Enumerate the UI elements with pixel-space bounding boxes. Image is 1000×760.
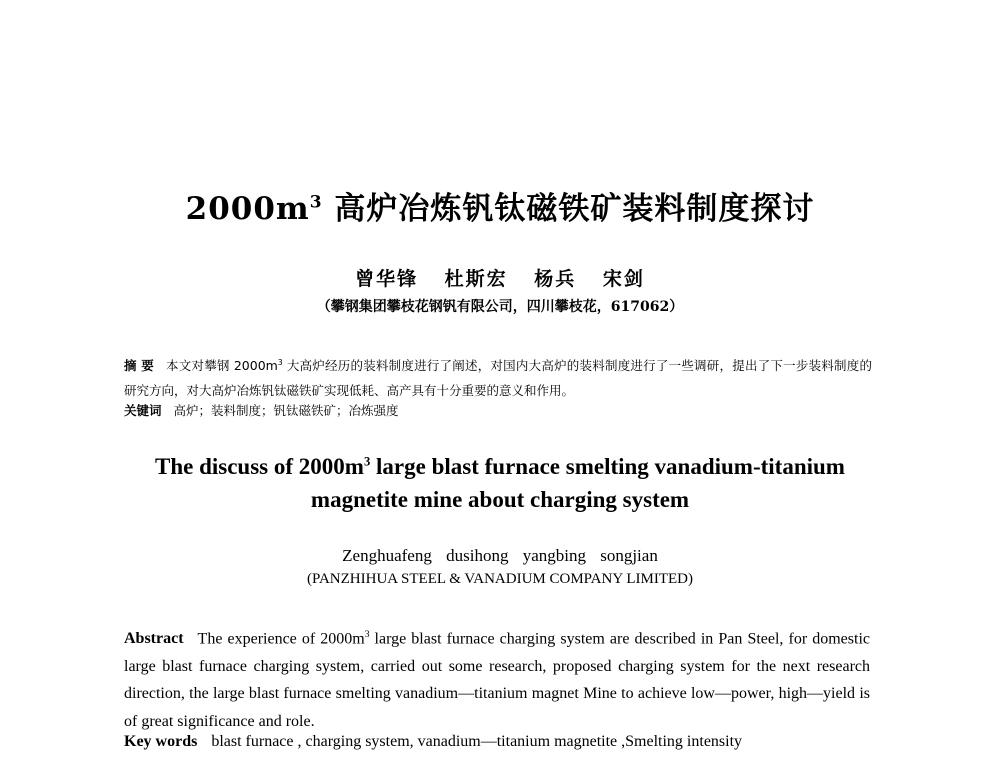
- en-keywords-text: blast furnace , charging system, vanadium—titanium magnetite ,Smelting intensity: [211, 733, 743, 750]
- zh-abstract-pre: 本文对攀钢 2000m: [166, 358, 278, 374]
- zh-abstract-text: 大高炉经历的装料制度进行了阐述，对国内大高炉的装料制度进行了一些调研，提出了下一步装料制度的研究方向，对大高炉冶炼钒钛磁铁矿实现低耗、高产具有十分重要的意义和作用。: [124, 358, 872, 399]
- zh-keywords-text: 高炉；装料制度；钒钛磁铁矿；冶炼强度: [173, 403, 399, 418]
- en-abstract-text: large blast furnace charging system are described in Pan Steel, for domestic large blast furnace charging system, carried out some research, proposed charging system for the next research direction, the large blast furnace smelting vanadium—titanium magnet Mine to achieve low—power, high—yield is of great significance and role.: [124, 630, 870, 730]
- zh-title-superscript: 3: [309, 192, 323, 213]
- en-abstract-superscript: 3: [364, 629, 370, 640]
- zh-abstract: [124, 350, 872, 403]
- zh-title-pre: 2000m: [185, 191, 310, 227]
- en-authors: Zenghuafeng dusihong yangbing songjian: [342, 546, 658, 565]
- en-keywords: [124, 731, 884, 753]
- en-affiliation: (PANZHIHUA STEEL & VANADIUM COMPANY LIMITED): [307, 571, 693, 587]
- zh-authors: 曾华锋 杜斯宏 杨兵 宋剑: [355, 268, 645, 290]
- en-abstract: [124, 621, 870, 735]
- en-title-superscript: 3: [363, 454, 371, 469]
- en-abstract-pre: The experience of 2000m: [197, 630, 365, 648]
- zh-keywords-label: 关键词: [124, 403, 162, 418]
- en-paper-title: [120, 450, 880, 516]
- zh-abstract-label: 摘 要: [124, 358, 155, 374]
- en-title-post: large blast furnace smelting vanadium-titanium magnetite mine about charging system: [310, 454, 845, 512]
- zh-affiliation: （攀钢集团攀枝花钢钒有限公司，四川攀枝花，617062）: [316, 299, 684, 315]
- zh-paper-title: [0, 183, 1000, 228]
- en-abstract-label: Abstract: [124, 630, 184, 648]
- zh-keywords: [124, 402, 872, 420]
- zh-title-post: 高炉冶炼钒钛磁铁矿装料制度探讨: [322, 191, 815, 227]
- en-keywords-label: Key words: [124, 733, 198, 750]
- zh-abstract-superscript: 3: [277, 358, 283, 367]
- en-title-pre: The discuss of 2000m: [155, 454, 364, 479]
